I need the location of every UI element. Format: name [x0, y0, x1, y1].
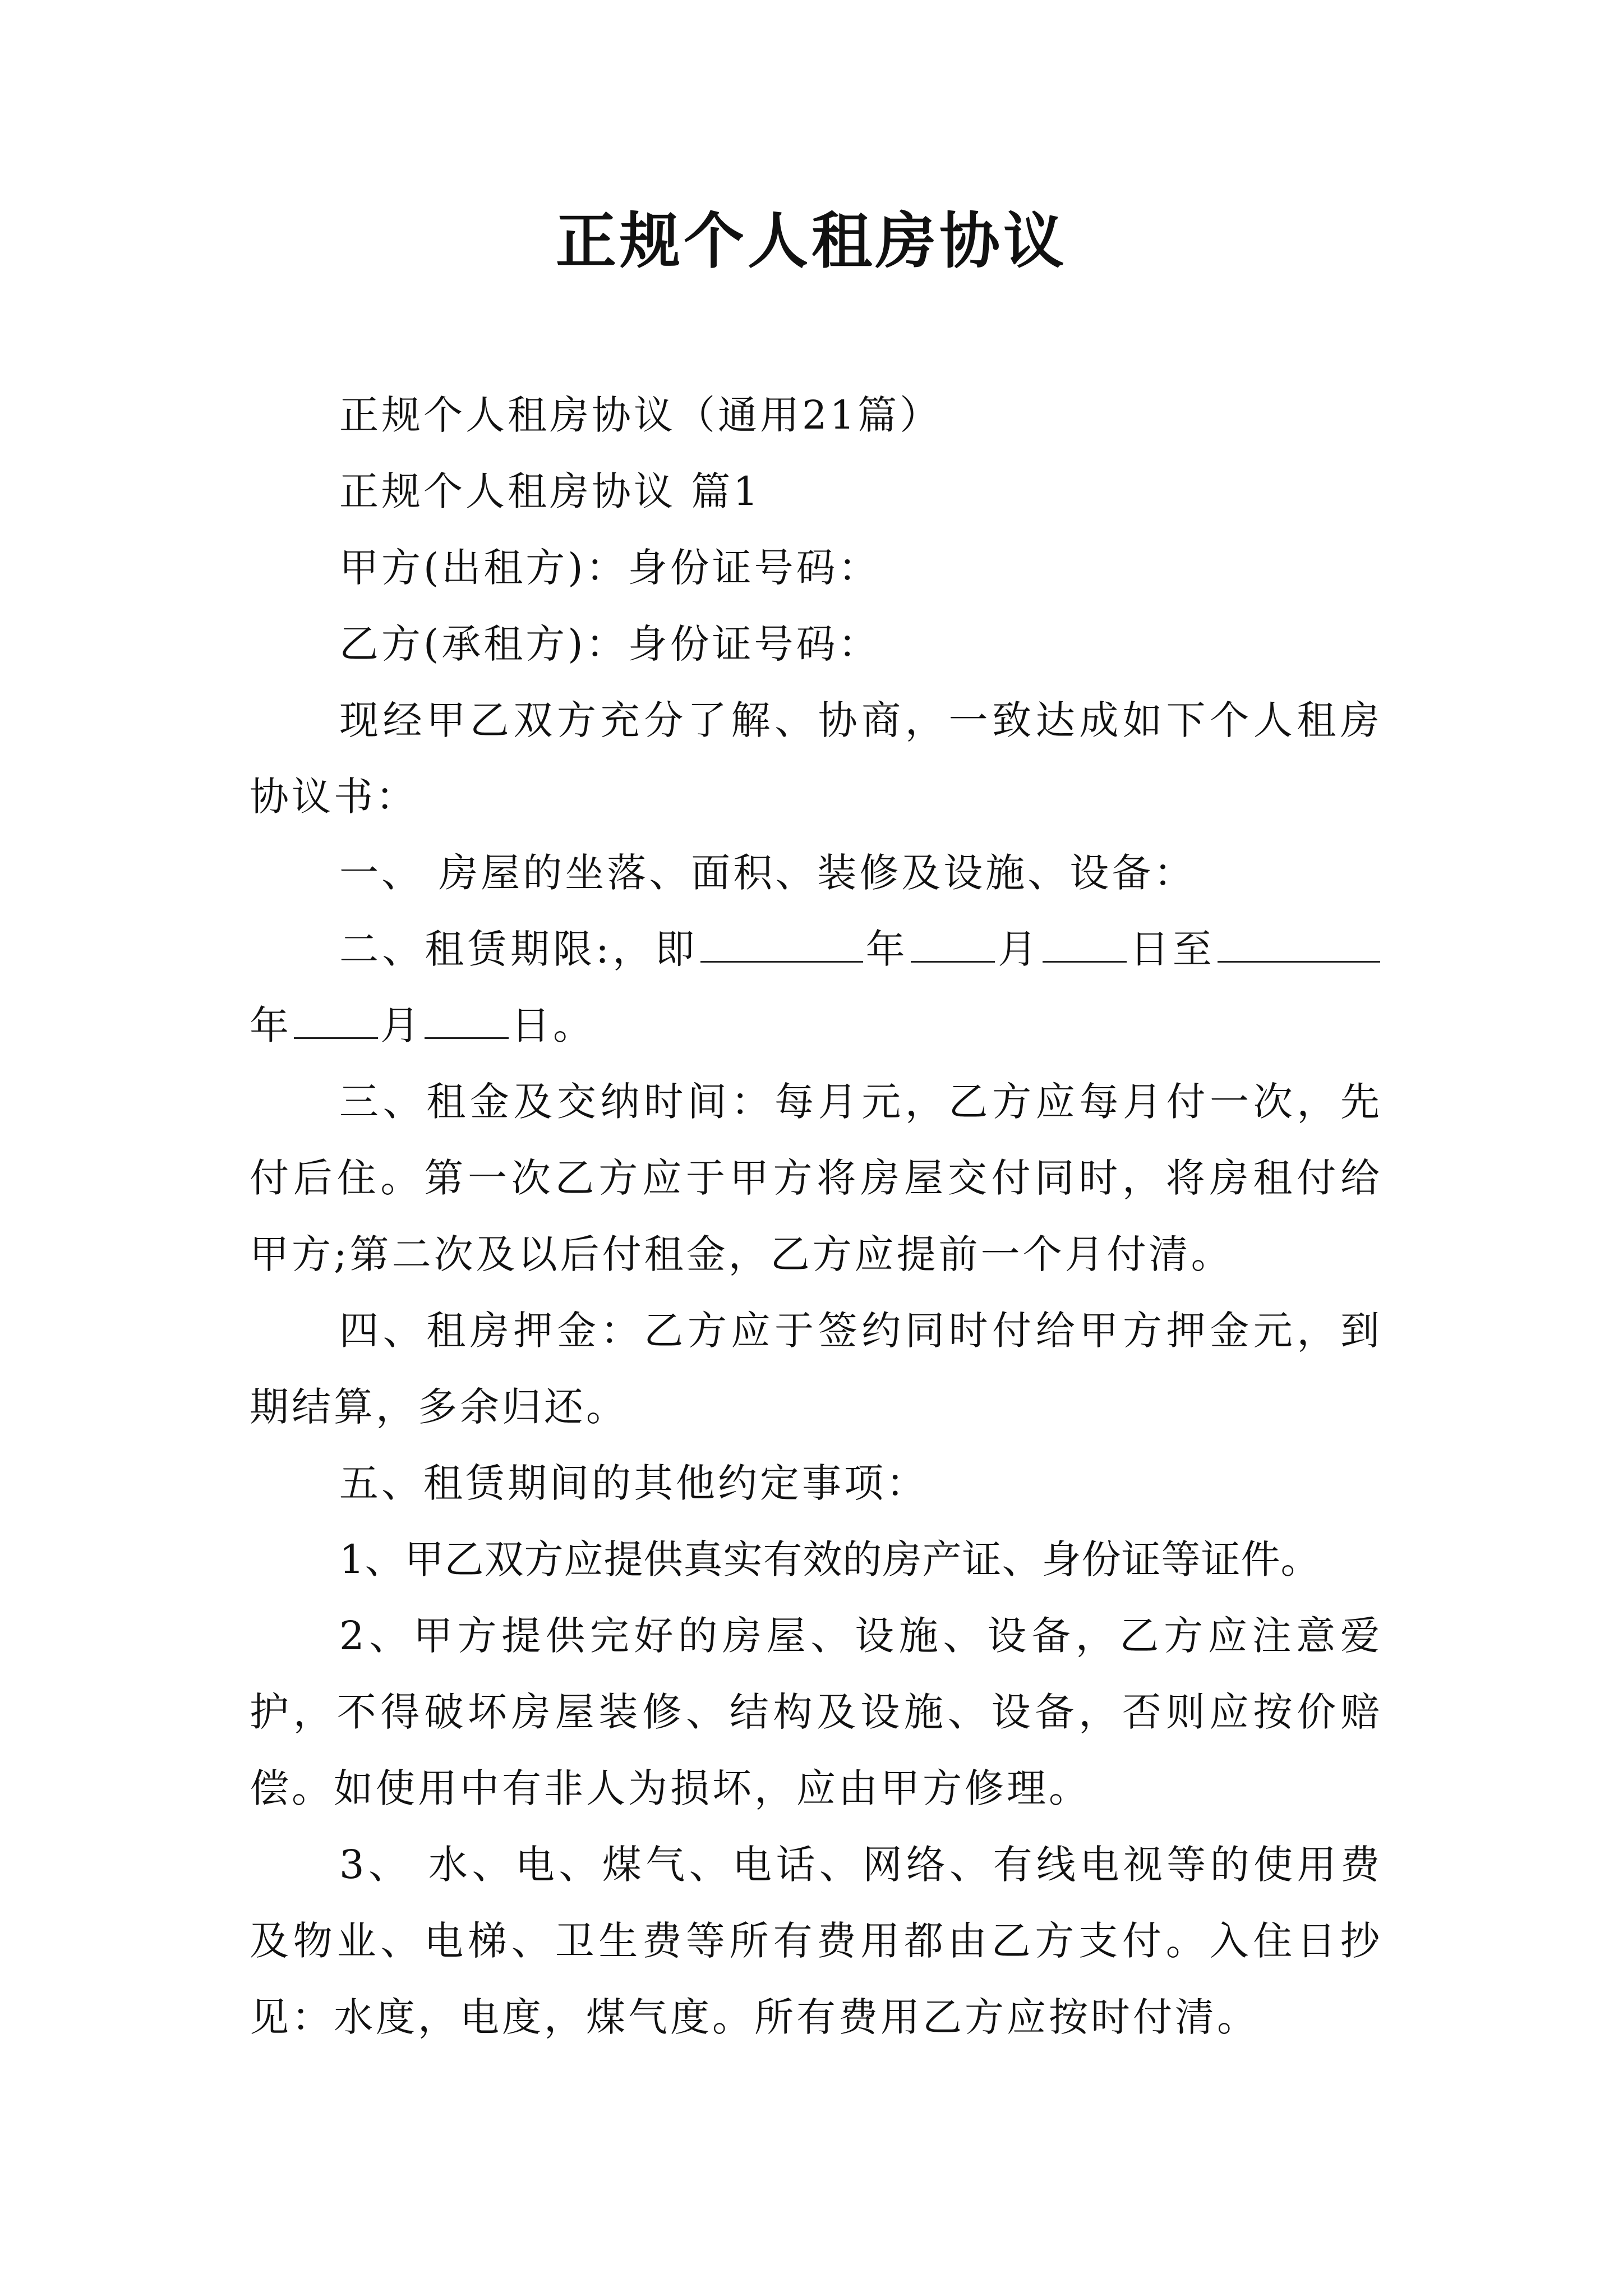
document-body — [250, 377, 1382, 2055]
document-title: 正规个人租房协议 — [555, 206, 1067, 277]
end-year-blank — [1218, 928, 1380, 963]
term-day-2: 日。 — [511, 1002, 595, 1048]
clause-3-rent: 三、租金及交纳时间：每月元，乙方应每月付一次，先付后住。第一次乙方应于甲方将房屋交付同时，将房租付给甲方;第二次及以后付租金，乙方应提前一个月付清。 — [250, 1079, 1382, 1277]
term-prefix: 二、租赁期限:，即 — [339, 926, 698, 972]
end-day-blank — [425, 1005, 509, 1039]
party-a-line: 甲方(出租方)：身份证号码： — [339, 545, 880, 591]
term-year-2: 年 — [250, 1002, 292, 1048]
term-month-2: 月 — [380, 1002, 422, 1048]
term-day-1: 日至 — [1129, 926, 1216, 972]
clause-4-deposit: 四、租房押金：乙方应于签约同时付给甲方押金元，到期结算，多余归还。 — [250, 1308, 1382, 1430]
subtitle-paragraph: 正规个人租房协议（通用21篇） — [339, 392, 942, 438]
start-year-blank — [700, 928, 863, 963]
item-2-maintenance: 2、甲方提供完好的房屋、设施、设备，乙方应注意爱护，不得破坏房屋装修、结构及设施、设备，否则应按价赔偿。如使用中有非人为损坏，应由甲方修理。 — [250, 1613, 1382, 1811]
clause-2-term — [250, 911, 1382, 1064]
clause-5-heading: 五、租赁期间的其他约定事项： — [339, 1460, 928, 1506]
start-day-blank — [1043, 928, 1127, 963]
party-b-line: 乙方(承租方)：身份证号码： — [339, 621, 880, 667]
term-month-1: 月 — [997, 926, 1041, 972]
item-1-documents: 1、甲乙双方应提供真实有效的房产证、身份证等证件。 — [339, 1536, 1321, 1582]
item-3-utilities: 3、 水、电、煤气、电话、网络、有线电视等的使用费及物业、电梯、卫生费等所有费用都由乙方支付。入住日抄见：水度，电度，煤气度。所有费用乙方应按时付清。 — [250, 1842, 1382, 2040]
end-month-blank — [294, 1005, 378, 1039]
intro-paragraph: 现经甲乙双方充分了解、协商，一致达成如下个人租房协议书： — [250, 697, 1382, 820]
clause-1-property: 一、 房屋的坐落、面积、装修及设施、设备： — [339, 850, 1196, 896]
start-month-blank — [911, 928, 995, 963]
term-year-1: 年 — [865, 926, 909, 972]
section-heading: 正规个人租房协议 篇1 — [339, 468, 761, 514]
